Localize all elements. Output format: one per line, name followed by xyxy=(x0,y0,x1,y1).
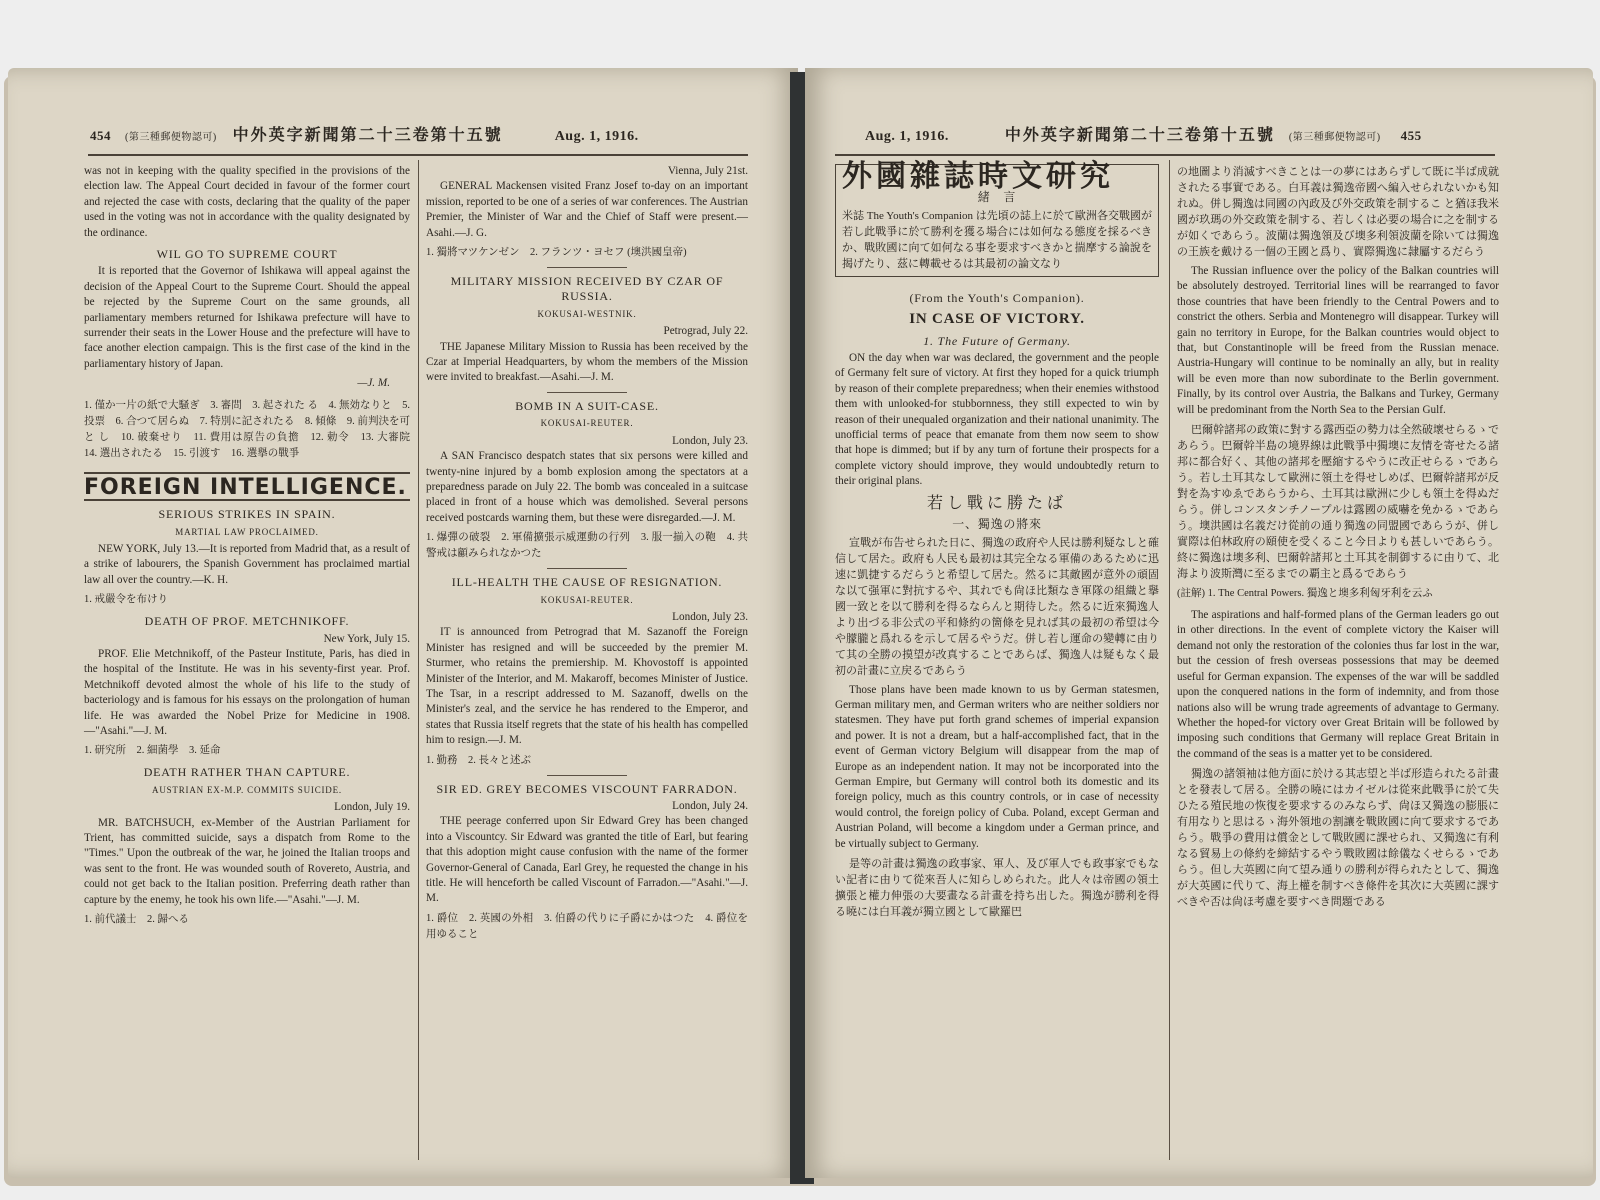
left-column-divider xyxy=(418,160,419,1160)
left-page-number: 454 xyxy=(90,128,111,143)
article-body: THE Japanese Military Mission to Russia has been received by the Czar at Imperial Headquarters, by whom the members of the Mission were invited to breakfast.—Asahi.—J. M. xyxy=(426,340,748,384)
article-subtitle: KOKUSAI-REUTER. xyxy=(540,594,634,605)
notes: 1. 前代議士 2. 歸へる xyxy=(84,914,189,926)
dateline: Petrograd, July 22. xyxy=(663,325,748,338)
right-page-number: 455 xyxy=(1400,128,1422,143)
article-subtitle: MARTIAL LAW PROCLAIMED. xyxy=(175,526,319,537)
intro-label: 緒 言 xyxy=(977,190,1017,205)
jp-translation: 獨逸の諸領袖は他方面に於ける其志望と半ば形造られたる計畫とを發表して居る。全勝の曉にはカイゼルは從來此戰爭に於て失ひたる殖民地の恢復を要求するのみならず、尙ほ又獨逸の膨脹に有用なりと思はるゝ海外領地の割讓を戰敗國に向て要求するであらう。戰爭の費用は償金として戰敗國に課せられ、又獨逸に有利なる貿易上の條約を締結するやう戰敗國は餘儀なくせらるゝであらう。但し大英國に向て望み通りの勝利が得られたとして、獨逸が大英國に代りて、海上權を制すべき條件を其次に大英國に課すべきや否は尙ほ考慮を要すべき問題である xyxy=(1177,768,1499,909)
article-subtitle: KOKUSAI-WESTNIK. xyxy=(537,308,637,319)
article-subtitle: KOKUSAI-REUTER. xyxy=(540,418,634,429)
right-journal-title: 中外英字新聞第二十三卷第十五號 xyxy=(1004,127,1275,144)
feature-article-subtitle: 1. The Future of Germany. xyxy=(923,333,1071,348)
article-body: The Russian influence over the policy of the Balkan countries will be absolutely destroyed. Territorial lines will be rearranged to favor those countries that have been friendly to the Central Powers and to constrict the others. Serbia and Montenegro will disappear. Turkey will gain no territory in Europe, for the Balkan countries would object to that, but Constantinople will be freed from the Russian menace. Austria-Hungary will continue to be nominally an ally, but in reality will be even more than now subordinate to the Berlin government. Finally, by its control over Austria, the Balkans and Turkey, Germany will be predominant from the North Sea to the Persian Gulf. xyxy=(1177,265,1499,416)
right-column-1 xyxy=(835,159,1159,924)
article-subtitle: AUSTRIAN EX-M.P. COMMITS SUICIDE. xyxy=(152,784,342,795)
article-body: PROF. Elie Metchnikoff, of the Pasteur Institute, Paris, has died in the hospital of the Institute. He was in his seventy-first year. Prof. Metchnikoff devoted almost the whole of his life to the study of bacteriology and is famous for his essays on the prolongation of human life. He was awarded the Nobel Prize for Medicine in 1908.—"Asahi."—J. M. xyxy=(84,647,410,737)
left-column-1 xyxy=(84,164,421,934)
notes: 1. 爵位 2. 英國の外相 3. 伯爵の代りに子爵にかはつた 4. 爵位を用ゆること xyxy=(426,912,748,940)
divider xyxy=(547,267,627,268)
jp-translation: 宣戰が布告せられた日に、獨逸の政府や人民は勝利疑なしと確信して居た。政府も人民も最初は其完全なる軍備のあるために迅速に凱捷するだらうと希望して居た。然るに其敵國が意外の頑固な以て强軍に對抗するや、其れでも尙ほ比類なき軍隊の組織と擧國一致とを以て勝利を得るならんと期待した。然るに近來獨逸人より出づる非公式の平和條約の箇條を見れば其の最初の希望は今や朦朧と爲れるを示して居るやうだ。併し若し運命の變轉に由りて其の全勝の摸望が改真することであらば、獨逸人は疑もなく最初の計畫に立戻るであらう xyxy=(835,536,1159,677)
right-running-head xyxy=(865,122,1422,145)
article-title: BOMB IN A SUIT-CASE. xyxy=(515,398,659,413)
article-body: It is reported that the Governor of Ishikawa will appeal against the decision of the Appeal Court to the Supreme Court. Should the appeal be rejected by the Supreme Court on the same grounds, all parliamentary members returned for Ishikawa prefecture will have to surrender their seats in the Lower House and the prefecture will have to face another election campaign. This is the first case of the kind in the parliamentary history of Japan. xyxy=(84,265,410,370)
article-title: SERIOUS STRIKES IN SPAIN. xyxy=(158,507,336,522)
divider xyxy=(547,392,627,393)
article-body: GENERAL Mackensen visited Franz Josef to-day on an important mission, reported to be one of a series of war conferences. The Austrian Premier, the Minister of War and the Chief of Staff were present.—Asahi.—J. G. xyxy=(426,180,748,239)
article-title: DEATH OF PROF. METCHNIKOFF. xyxy=(144,614,350,629)
article-title: WIL GO TO SUPREME COURT xyxy=(156,247,338,262)
jp-translation: 巴爾幹諸邦の政策に對する露西亞の勢力は全然破壞せらるゝであらう。巴爾幹半島の境界線は此戰爭中獨墺に友情を寄せたる諸邦に都合好く、其他の諸邦を壓縮するやうに改正せらるゝであらう。若し土耳其なして歐洲に領土を得せしめば、巴爾幹諸邦が反對を為すゆゑであらうから、土耳其は歐洲に少しも領土を得ぬだらう。併しコンスタンチノープルは露國の威嚇を免かるゝであらう。墺洪國は名義だけ從前の通り獨逸の同盟國であらうが、併し實際は伯林政府の頤使を受くること今日よりも甚しいであらう。終に獨逸は墺多利、巴爾幹諸邦と土耳其を制御するに由りて、北海より波斯灣に至るまでの覇主と爲るであらう xyxy=(1177,424,1499,581)
source-line: (From the Youth's Companion). xyxy=(909,290,1085,305)
right-date: Aug. 1, 1916. xyxy=(865,129,949,144)
dateline: London, July 24. xyxy=(672,800,748,812)
dateline: New York, July 15. xyxy=(323,632,410,645)
jp-title: 若し戰に勝たば xyxy=(926,494,1067,512)
dateline: London, July 23. xyxy=(672,610,748,623)
feature-article-title: IN CASE OF VICTORY. xyxy=(909,311,1085,328)
left-license: (第三種郵便物認可) xyxy=(125,132,217,143)
article-title: DEATH RATHER THAN CAPTURE. xyxy=(143,765,351,780)
right-license: (第三種郵便物認可) xyxy=(1288,132,1381,143)
open-book xyxy=(0,28,1600,1200)
article-body: NEW YORK, July 13.—It is reported from Madrid that, as a result of a strike of labourers, the Spanish Government has proclaimed martial law all over the country.—K. H. xyxy=(84,542,410,586)
right-column-divider xyxy=(1169,160,1170,1160)
section-heading: FOREIGN INTELLIGENCE. xyxy=(84,472,410,501)
notes: 1. 爆彈の破裂 2. 軍備擴張示威運動の行列 3. 服一揃入の鞄 4. 共警戒は顧みられなかつた xyxy=(426,532,748,560)
left-head-rule xyxy=(88,154,748,156)
intro-text: 米誌 The Youth's Companion は先頃の誌上に於て歐洲各交戰國が若し此戰爭に於て勝利を獲る場合には如何なる態度を採るべきか、戰敗國に向て如何なる事を要求すべきかと揣摩する論說を揭げたり、茲に轉載せるは其最初の論文なり xyxy=(842,209,1152,270)
right-head-rule xyxy=(835,154,1495,156)
notes: 1. 獨將マツケンゼン 2. フランツ・ヨセフ (墺洪國皇帝) xyxy=(426,247,687,259)
divider xyxy=(547,568,627,569)
annotation-note: (註解) 1. The Central Powers. 獨逸と墺多利匈牙利を云ふ xyxy=(1177,588,1433,600)
jp-subtitle: 一、獨逸の將來 xyxy=(952,517,1042,532)
article-body: ON the day when war was declared, the government and the people of Germany felt sure of victory. At first they hoped for a quick triumph by reason of their complete preparedness; when their enemies withstood them with unlooked-for stubbornness, they still expected to win by reason of their unequaled organization and their national unanimity. The unofficial terms of peace that emanate from them now seem to show that hope is dimmed; but if by any turn of fortune their prospects for a complete victory should improve, they would undoubtedly return to their original plans. xyxy=(835,352,1159,488)
jp-translation: 是等の計畫は獨逸の政事家、軍人、及び軍人でも政事家でもない記者に由りて從來吾人に知らしめられた。此人々は帝國の領土擴張と權力伸張の大要畫なる計畫を持ち出した。獨逸が勝利を得る曉には白耳義が獨立國として歐羅巴 xyxy=(835,857,1159,918)
notes: 1. 勤務 2. 長々と述ぶ xyxy=(426,754,531,766)
dateline: London, July 23. xyxy=(672,434,748,447)
article-body: THE peerage conferred upon Sir Edward Grey has been changed into a Viscountcy. Sir Edward was granted the title of Earl, but fearing that this adoption might cause confusion with the name of the former Governor-General of Canada, Earl Grey, he requested the change in his title. He will henceforth be called Viscount of Farradon.—"Asahi."—J. M. xyxy=(426,815,748,905)
notes: 1. 研究所 2. 細菌學 3. 延命 xyxy=(84,745,221,757)
feature-title: 外國雜誌時文研究 xyxy=(842,159,1114,194)
lead-paragraph: was not in keeping with the quality specified in the provisions of the election law. The Appeal Court decided in favour of the former court and rejected the case with costs, declaring that the quality of the paper used in the voting was not in accordance with the quality designated by the ordinance. xyxy=(84,165,410,239)
left-page xyxy=(8,68,798,1178)
jp-translation: の地圖より消滅すべきことは一の夢にはあらずして既に半ば成就されたる事實である。白耳義は獨逸帝國へ編入せられないかも知れぬ。併し獨逸は同國の內政及び外交政策を制するこ と猶ほ我米國が玖瑪の外交政策を制する、若しくは必要の場合に之を制するが如くであらう。波蘭は獨逸領及び墺多利領波蘭を除いては獨逸の王族を戴ける一個の王國と爲り、實際獨逸に隷屬するだらう xyxy=(1177,166,1499,258)
article-body: The aspirations and half-formed plans of the German leaders go out in other directions. In the event of complete victory the Kaiser will demand not only the restoration of the colonies thus far lost in the war, but the cession of fresh overseas possessions that may be deemed useful for German expansion. The expenses of the war will be saddled upon the conquered nations in the form of indemnity, and from those nations also will be wrung trade agreements of advantage to Germany. Whether the hoped-for victory over Great Britain will be followed by imposing such conditions that Germany will replace Great Britain in the command of the seas is a matter yet to be considered. xyxy=(1177,609,1499,760)
article-title: ILL-HEALTH THE CAUSE OF RESIGNATION. xyxy=(451,575,723,590)
feature-box xyxy=(835,159,1159,277)
article-body: IT is announced from Petrograd that M. Sazanoff the Foreign Minister has resigned and will be succeeded by the premier M. Sturmer, who retains the premiership. M. Khovostoff is appointed Minister of the Interior, and M. Makaroff, becomes Minister of Justice. The Tsar, in a rescript addressed to M. Sazanoff, dwells on the Minister's zeal, and the service he has rendered to the Emperor, and states that Russia itself regrets that the state of his health has compelled him to resign.—J. M. xyxy=(426,626,748,747)
left-date: Aug. 1, 1916. xyxy=(554,129,639,144)
article-title: SIR ED. GREY BECOMES VISCOUNT FARRADON. xyxy=(436,781,738,796)
article-title: MILITARY MISSION RECEIVED BY CZAR OF RUSSIA. xyxy=(450,274,724,304)
right-column-2 xyxy=(1177,164,1499,914)
notes: 1. 僅か一片の紙で大騒ぎ 3. 審問 3. 起された る 4. 無効なりと 5. 投票 6. 合つて居らぬ 7. 特別に記されたる 8. 傾條 9. 前判決を可と し 10. 破棄せり 11. 費用は原告の負擔 12. 勅令 13. 大審院 14. 選出されたる 15. 引渡す 16. 選擧の戰爭 xyxy=(84,399,421,459)
article-body: Those plans have been made known to us by German statesmen, German military men, and German writers who are neither soldiers nor statesmen. They have put forth grand schemes of imperial expansion and power. It is not a dream, but a half-accomplished fact, that in the event of German victory Belgium will disappear from the map of Europe as an independent nation. It may not be incorporated into the German Empire, but Germany will control both its domestic and its foreign policy, much as this country controls, or in case of necessity would control, the foreign policy of Cuba. Poland, except German and Austrian Poland, will become a kingdom under a German prince, and be virtually subject to Germany. xyxy=(835,683,1159,850)
signature: —J. M. xyxy=(357,377,390,390)
notes: 1. 戒嚴令を布けり xyxy=(84,594,168,606)
right-page xyxy=(805,68,1593,1178)
dateline: London, July 19. xyxy=(334,801,410,814)
article-body: MR. BATCHSUCH, ex-Member of the Austrian Parliament for Trient, has committed suicide, says a dispatch from Rome to the "Times." Upon the outbreak of the war, he joined the Italian troops and was sent to the front. He was wounded south of Rovereto, Austria, and could not get back to the Italian position. Preferring death rather than capture by the enemy, he took his own life.—"Asahi."—J. M. xyxy=(84,816,410,906)
left-journal-title: 中外英字新聞第二十三卷第十五號 xyxy=(232,127,503,144)
divider xyxy=(547,775,627,776)
article-body: A SAN Francisco despatch states that six persons were killed and twenty-nine injured by a bomb explosion among the spectators at a preparedness parade on July 22. The bomb was concealed in a suitcase placed in front of a house which was demolished. Several persons received postcards warning them, but these were disregarded.—J. M. xyxy=(426,450,748,524)
dateline: Vienna, July 21st. xyxy=(667,165,748,177)
left-column-2 xyxy=(426,164,748,949)
left-running-head xyxy=(90,122,639,145)
